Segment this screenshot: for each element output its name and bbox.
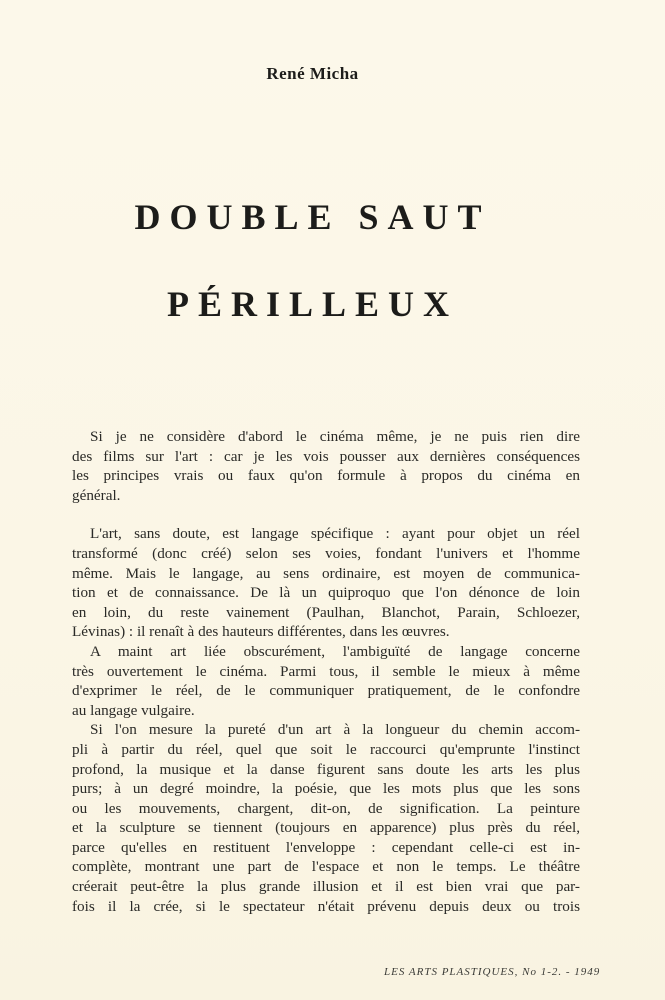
- body-line: au langage vulgaire.: [72, 701, 195, 719]
- article-title-line-2: PÉRILLEUX: [166, 284, 459, 324]
- body-line: créerait peut-être la plus grande illusion et il est bien vrai que par-: [72, 878, 580, 896]
- author-name: René Micha: [266, 64, 359, 83]
- body-line: et la sculpture se tiennent (toujours en apparence) plus près du réel,: [72, 819, 580, 837]
- body-line: Lévinas) : il renaît à des hauteurs différentes, dans les œuvres.: [72, 623, 450, 641]
- body-line: L'art, sans doute, est langage spécifique : ayant pour objet un réel: [90, 525, 580, 543]
- body-line: d'exprimer le réel, de le communiquer pratiquement, de le confondre: [72, 682, 580, 700]
- body-line: A maint art liée obscurément, l'ambiguïté de langage concerne: [90, 642, 580, 660]
- body-line: en loin, du reste vainement (Paulhan, Blanchot, Parain, Schloezer,: [72, 603, 580, 621]
- body-line: général.: [72, 486, 121, 504]
- body-line: profond, la musique et la danse figurent sans doute les arts les plus: [72, 760, 580, 778]
- body-line: fois il la crée, si le spectateur n'était prévenu depuis deux ou trois: [72, 897, 580, 915]
- article-body: [72, 427, 580, 916]
- body-line: des films sur l'art : car je les vois pousser aux dernières conséquences: [72, 447, 580, 465]
- body-line: complète, montrant une part de l'espace et non le temps. Le théâtre: [72, 858, 580, 876]
- body-line: Si l'on mesure la pureté d'un art à la longueur du chemin accom-: [90, 721, 580, 739]
- paragraph-spacer: [72, 505, 580, 524]
- body-line: tion et de connaissance. De là un quiproquo que l'on dénonce de loin: [72, 584, 580, 602]
- body-line: transformé (donc créé) selon ses voies, fondant l'univers et l'homme: [72, 544, 580, 562]
- body-line: les principes vrais ou faux qu'on formule à propos du cinéma en: [72, 467, 580, 485]
- body-line: Si je ne considère d'abord le cinéma même, je ne puis rien dire: [90, 428, 580, 445]
- body-line: même. Mais le langage, au sens ordinaire, est moyen de communica-: [72, 564, 580, 582]
- body-line: parce qu'elles en restituent l'enveloppe : cependant celle-ci est in-: [72, 838, 580, 856]
- article-title-line-1: DOUBLE SAUT: [134, 197, 491, 237]
- body-line: pli à partir du réel, quel que soit le raccourci qu'emprunte l'instinct: [72, 740, 580, 758]
- page-footer-citation: LES ARTS PLASTIQUES, No 1-2. - 1949: [384, 966, 601, 978]
- body-line: ou les mouvements, chargent, dit-on, de signification. La peinture: [72, 799, 580, 817]
- body-line: purs; à un degré moindre, la poésie, que les mots plus que les sons: [72, 780, 580, 798]
- body-line: très ouvertement le cinéma. Parmi tous, il semble le mieux à même: [72, 662, 580, 680]
